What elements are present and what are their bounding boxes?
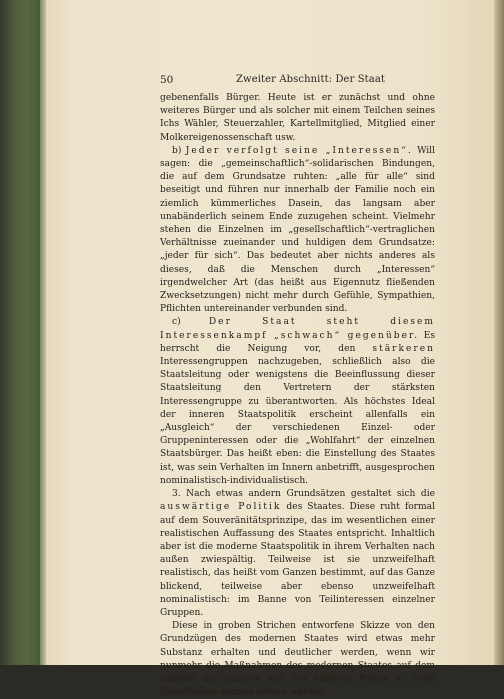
running-header xyxy=(160,74,435,88)
paragraph xyxy=(160,92,435,145)
text-run: Will sagen: die „gemeinschaftlich“-solidarischen Bindungen, die auf dem Grundsatze ruhten: „alle für alle“ sind beseitigt und führen nur innerhalb der Familie noch ein ziemlich kümmerliches Dasein, das langsam aber unabänderlich seinem Ende zuzugehen scheint. Vielmehr stehen die Einzelnen im „gesellschaftlich“-vertraglichen Verhältnisse zueinander und huldigen dem Grundsatze: „jeder für sich“. Das bedeutet aber nichts anderes als dieses, daß die Menschen durch „Interessen“ irgendwelcher Art (das heißt aus Eigennutz fließenden Zwecksetzungen) nicht mehr durch Gefühle, Sympathien, Pflichten untereinander verbunden sind. xyxy=(160,145,435,315)
text-run: Diese in groben Strichen entworfene Skizze von den Grundzügen des modernen Staates wird etwas mehr Substanz erhalten und deutlicher werden, wenn wir nunmehr die Maßnahmen des modernen Staates auf dem Gebiete der inneren und der äußeren Politik in ihren Einzelheiten kennen lernen werden. xyxy=(160,621,435,698)
page-number: 50 xyxy=(160,74,174,86)
body-text xyxy=(160,92,435,699)
emphasized-text: auswärtige Politik xyxy=(160,502,282,513)
paragraph xyxy=(160,488,435,620)
paragraph xyxy=(160,316,435,488)
book-cover-spine xyxy=(0,0,44,665)
text-run: Es herrscht die Neigung vor, den xyxy=(160,330,435,354)
text-run: des Staates. Diese ruht formal auf dem Souveränitätsprinzipe, das im wesentlichen einer realistischen Auffassung des Staates entspricht. Inhaltlich aber ist die moderne Staatspolitik in ihrem Verhalten nach außen zwiespältig. Teilweise ist sie unzweifelhaft realistisch, das heißt vom Ganzen bestimmt, auf das Ganze blickend, teilweise aber ebenso unzweifelhaft nominalistisch: im Banne von Teilinteressen einzelner Gruppen. xyxy=(160,502,435,618)
emphasized-text: Jeder verfolgt seine „Interessen“. xyxy=(185,145,413,156)
page-edge xyxy=(494,0,504,665)
text-run: 3. Nach etwas andern Grundsätzen gestaltet sich die xyxy=(172,489,435,500)
text-run: Interessengruppen nachzugeben, schließlich also die Staatsleitung oder wenigstens die Beeinflussung dieser Staatsleitung den Vertretern der stärksten Interessengruppe zu überantworten. Als höchstes Ideal der inneren Staatspolitik erscheint allenfalls ein „Ausgleich“ der verschiedenen Einzel- oder Gruppeninteressen oder die „Wohlfahrt“ der einzelnen Staatsbürger. Das heißt eben: die Einstellung des Staates ist, was sein Verhalten im Innern anbetrifft, ausgesprochen nominalistisch-individualistisch. xyxy=(160,357,435,486)
paragraph xyxy=(160,620,435,699)
paragraph xyxy=(160,145,435,317)
text-run: gebenenfalls Bürger. Heute ist er zunächst und ohne weiteres Bürger und als solcher mit einem Teilchen seines Ichs Wähler, Steuerzahler, Kartellmitglied, Mitglied einer Molkereigenossenschaft usw. xyxy=(160,93,435,143)
text-run: c) xyxy=(172,317,209,328)
text-run: b) xyxy=(172,145,186,156)
emphasized-text: stärkeren xyxy=(372,343,435,354)
running-title: Zweiter Abschnitt: Der Staat xyxy=(236,74,386,85)
emphasized-text: Der Staat steht diesem Interessenkampf „schwach“ gegenüber. xyxy=(160,317,435,341)
